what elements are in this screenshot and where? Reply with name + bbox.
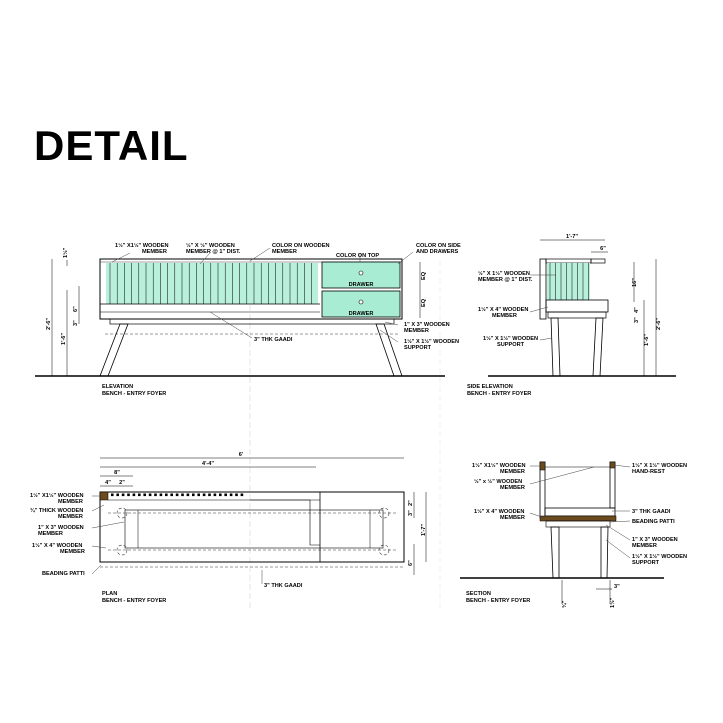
section-label-r1: 1½" X 1½" WOODEN xyxy=(632,463,688,469)
side-dim-4: 4" xyxy=(634,307,640,313)
plan-dim-3: 8" xyxy=(114,470,120,476)
section-dim-1: 3" xyxy=(614,584,620,590)
plan-dim-9: 6" xyxy=(408,560,414,566)
plan-slat-dot xyxy=(219,494,222,497)
plan-label-2b: MEMBER xyxy=(58,514,83,520)
elev-dim-3: 1'-6" xyxy=(61,332,67,345)
elevation-view xyxy=(35,242,461,397)
elev-label-7: 1½" X 1½" WOODEN xyxy=(404,339,460,345)
section-label-r5: 1½" X 1½" WOODEN xyxy=(632,554,688,560)
plan-slat-dot xyxy=(154,494,157,497)
side-label-3b: SUPPORT xyxy=(497,342,525,348)
section-leg-right xyxy=(601,527,608,578)
plan-dim-4: 4" xyxy=(105,480,111,486)
side-label-2: 1½" X 4" WOODEN xyxy=(478,307,529,313)
side-caption-sub: BENCH - ENTRY FOYER xyxy=(467,391,532,397)
elev-dim-4: 3" xyxy=(73,320,79,326)
elev-label-5: COLOR ON SIDE xyxy=(416,243,461,249)
section-dim-3: 1½" xyxy=(610,597,616,608)
side-dim-7: 2'-6" xyxy=(656,317,662,330)
plan-label-3b: MEMBER xyxy=(38,531,63,537)
elevation-caption: ELEVATION xyxy=(102,384,134,390)
plan-slat-dot xyxy=(122,494,125,497)
plan-slat-dot xyxy=(235,494,238,497)
plan-dim-5: 2" xyxy=(119,480,125,486)
section-label-r4b: MEMBER xyxy=(632,543,657,549)
elev-label-6b: MEMBER xyxy=(404,328,429,334)
plan-label-4: 1½" X 4" WOODEN xyxy=(32,543,83,549)
plan-label-3: 1" X 3" WOODEN xyxy=(38,525,84,531)
elevation-slats xyxy=(106,263,318,304)
plan-dim-2: 4'-4" xyxy=(201,461,215,467)
drawer-label-1: DRAWER xyxy=(348,282,374,288)
plan-dim-1: 6' xyxy=(238,452,244,458)
plan-label-2: ¾" THICK WOODEN xyxy=(30,508,84,514)
side-dim-1: 1'-7" xyxy=(565,234,579,240)
plan-label-6: 3" THK GAADI xyxy=(264,583,303,589)
side-slats xyxy=(547,263,590,300)
plan-slat-dot xyxy=(127,494,130,497)
plan-slat-dot xyxy=(230,494,233,497)
plan-dim-6: 2" xyxy=(408,500,414,506)
plan-slat-dot xyxy=(208,494,211,497)
eq-mark-2: EQ xyxy=(421,298,427,307)
side-leg-left xyxy=(551,318,560,376)
elevation-leg-right xyxy=(376,324,402,376)
plan-slat-dot xyxy=(111,494,114,497)
plan-slat-dot xyxy=(133,494,136,497)
plan-label-4b: MEMBER xyxy=(60,549,85,555)
plan-slat-dot xyxy=(192,494,195,497)
plan-slat-dot xyxy=(116,494,119,497)
plan-slat-dot xyxy=(197,494,200,497)
elev-label-3: COLOR ON WOODEN xyxy=(272,243,330,249)
elev-label-4: COLOR ON TOP xyxy=(336,253,380,259)
section-label-r4: 1" X 3" WOODEN xyxy=(632,537,678,543)
section-dim-2: ¾" xyxy=(562,600,568,608)
section-label-r3: BEADING PATTI xyxy=(632,519,675,525)
side-label-1b: MEMBER @ 1" DIST. xyxy=(478,277,533,283)
side-elevation-view xyxy=(467,234,676,397)
section-label-3b: MEMBER xyxy=(500,515,525,521)
section-seat-member xyxy=(540,516,616,521)
elevation-caption-sub: BENCH - ENTRY FOYER xyxy=(102,391,167,397)
elevation-leg-left xyxy=(100,324,128,376)
elev-label-2: ½" X ½" WOODEN xyxy=(186,243,235,249)
plan-slat-dot xyxy=(224,494,227,497)
side-slat-panel xyxy=(547,263,590,300)
section-label-1b: MEMBER xyxy=(500,469,525,475)
plan-slat-dot xyxy=(214,494,217,497)
plan-label-1: 1½" X1½" WOODEN xyxy=(30,493,84,499)
plan-dim-8: 1'-7" xyxy=(421,523,427,536)
elev-label-5b: AND DRAWERS xyxy=(416,249,459,255)
elev-label-1: 1½" X1½" WOODEN xyxy=(115,243,169,249)
plan-slat-dot xyxy=(160,494,163,497)
side-dim-2: 6" xyxy=(600,246,606,252)
plan-slat-dots xyxy=(111,494,243,497)
side-dim-6: 1'-6" xyxy=(644,333,650,346)
eq-mark-1: EQ xyxy=(421,271,427,280)
plan-outline xyxy=(100,492,404,562)
plan-dim-7: 3" xyxy=(408,510,414,516)
elev-label-1b: MEMBER xyxy=(142,249,167,255)
section-label-3: 1½" X 4" WOODEN xyxy=(474,509,525,515)
section-label-r1b: HAND-REST xyxy=(632,469,665,475)
side-label-1: ½" X 1½" WOODEN xyxy=(478,271,530,277)
section-caption-sub: BENCH - ENTRY FOYER xyxy=(466,598,531,604)
side-dim-5: 3" xyxy=(634,317,640,323)
plan-slat-dot xyxy=(203,494,206,497)
section-caption: SECTION xyxy=(466,591,491,597)
plan-slat-dot xyxy=(241,494,244,497)
section-view xyxy=(460,462,687,608)
plan-slat-dot xyxy=(149,494,152,497)
plan-slat-dot xyxy=(165,494,168,497)
section-label-2: ½" x ½" WOODEN xyxy=(474,479,523,485)
section-label-1: 1½" X1½" WOODEN xyxy=(472,463,526,469)
plan-slat-dot xyxy=(170,494,173,497)
plan-slat-dot xyxy=(187,494,190,497)
drawer-label-2: DRAWER xyxy=(348,311,374,317)
page-title: DETAIL xyxy=(34,122,189,169)
plan-slat-dot xyxy=(143,494,146,497)
elev-dim-2: 2'-6" xyxy=(46,317,52,330)
section-label-r2: 3" THK GAADI xyxy=(632,509,671,515)
plan-caption: PLAN xyxy=(102,591,118,597)
section-label-r5b: SUPPORT xyxy=(632,560,660,566)
drawer-knob-top xyxy=(359,271,363,275)
plan-slat-dot xyxy=(176,494,179,497)
side-caption: SIDE ELEVATION xyxy=(467,384,513,390)
side-leg-right xyxy=(593,318,603,376)
plan-label-5: BEADING PATTI xyxy=(42,571,85,577)
plan-slat-dot xyxy=(181,494,184,497)
side-label-2b: MEMBER xyxy=(492,313,517,319)
elev-label-8: 3" THK GAADI xyxy=(254,337,293,343)
elev-label-3b: MEMBER xyxy=(272,249,297,255)
elevation-slat-panel xyxy=(106,263,318,304)
drawer-knob-bottom xyxy=(359,300,363,304)
plan-caption-sub: BENCH - ENTRY FOYER xyxy=(102,598,167,604)
side-label-3: 1½" X 1½" WOODEN xyxy=(483,336,539,342)
elev-dim-1: 1½" xyxy=(63,247,69,258)
section-label-2b: MEMBER xyxy=(500,485,525,491)
elev-dim-5: 6" xyxy=(73,306,79,312)
elev-label-7b: SUPPORT xyxy=(404,345,432,351)
section-leg-left xyxy=(551,527,559,578)
elev-label-2b: MEMBER @ 1" DIST. xyxy=(186,249,241,255)
side-dim-3: 16" xyxy=(632,278,638,287)
elev-label-6: 1" X 3" WOODEN xyxy=(404,322,450,328)
plan-view xyxy=(30,452,427,604)
section-gaadi xyxy=(545,508,615,516)
plan-slat-dot xyxy=(138,494,141,497)
plan-label-1b: MEMBER xyxy=(58,499,83,505)
